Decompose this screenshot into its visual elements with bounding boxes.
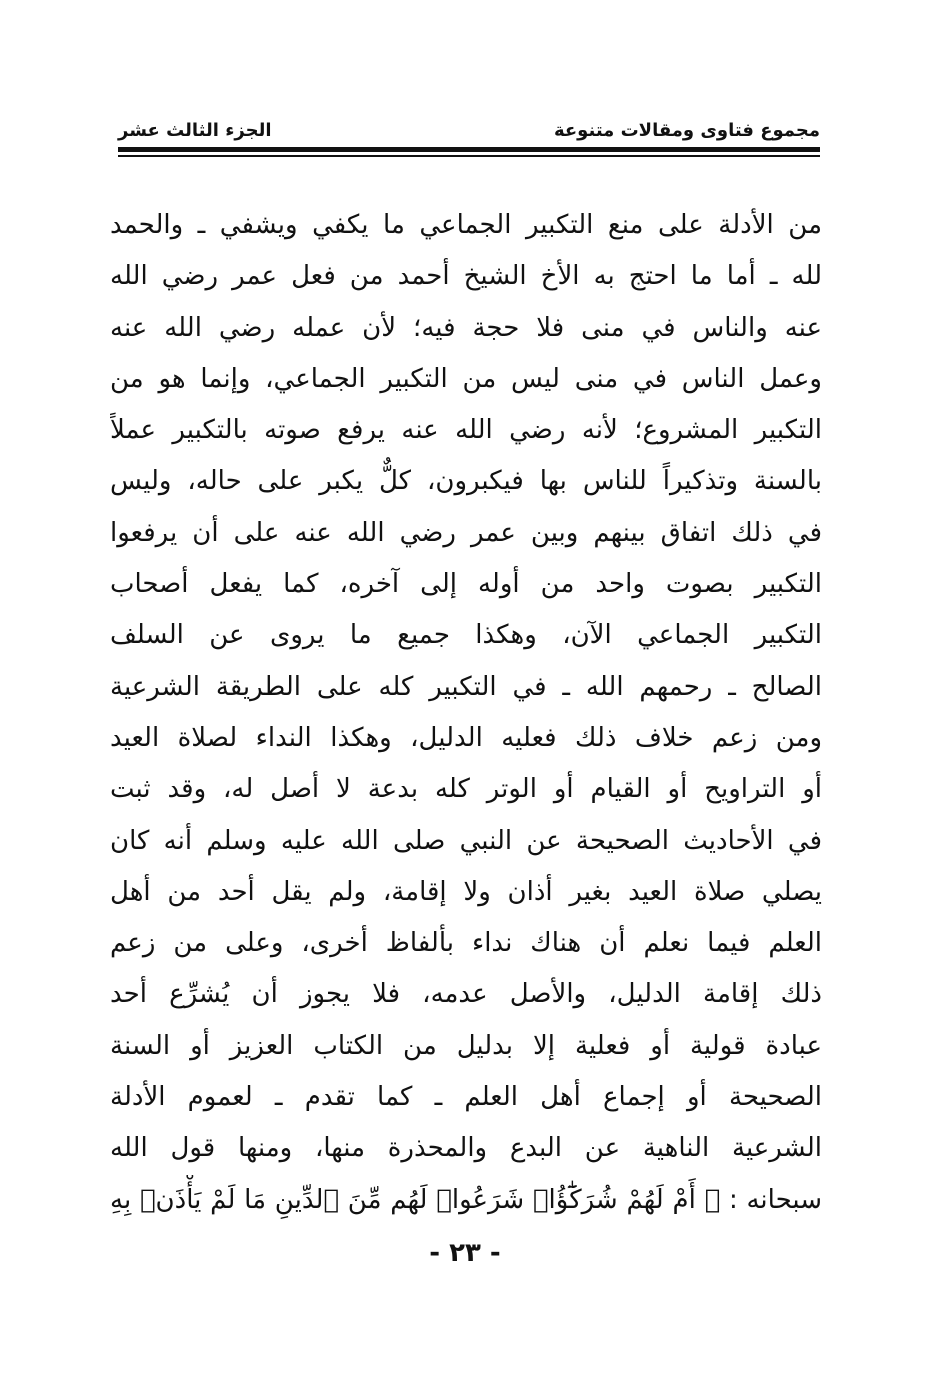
header-rule-thick <box>118 147 820 152</box>
text-line: العلم فيما نعلم أن هناك نداء بألفاظ أخرى، وعلى من زعم <box>110 928 822 959</box>
text-line: عبادة قولية أو فعلية إلا بدليل من الكتاب العزيز أو السنة <box>110 1030 822 1061</box>
text-line: في الأحاديث الصحيحة عن النبي صلى الله عليه وسلم أنه كان <box>110 825 822 856</box>
quran-verse-line: سبحانه : ﴿ أَمْ لَهُمْ شُرَكَٰٓؤُا۟ شَرَعُوا۟ لَهُم مِّنَ ٱلدِّينِ مَا لَمْ يَأْذَنۢ بِهِ <box>110 1184 822 1215</box>
text-line: عنه والناس في منى فلا حجة فيه؛ لأن عمله رضي الله عنه <box>110 312 822 343</box>
text-line: أو التراويح أو القيام أو الوتر كله بدعة لا أصل له، وقد ثبت <box>110 774 822 805</box>
text-line: ذلك إقامة الدليل، والأصل عدمه، فلا يجوز أن يُشرِّع أحد <box>110 979 822 1010</box>
text-line: الشرعية الناهية عن البدع والمحذرة منها، ومنها قول الله <box>110 1133 822 1164</box>
text-line: وعمل الناس في منى ليس من التكبير الجماعي، وإنما هو من <box>110 363 822 394</box>
book-title: مجموع فتاوى ومقالات متنوعة <box>553 119 820 141</box>
text-line: ومن زعم خلاف ذلك فعليه الدليل، وهكذا النداء لصلاة العيد <box>110 722 822 753</box>
body-text <box>110 200 822 1226</box>
text-line: الصالح ـ رحمهم الله ـ في التكبير كله على الطريقة الشرعية <box>110 671 822 702</box>
text-line: بالسنة وتذكيراً للناس بها فيكبرون، كلٌّ يكبر على حاله، وليس <box>110 466 822 497</box>
header-rule-thin <box>118 155 820 157</box>
text-line: التكبير بصوت واحد من أوله إلى آخره، كما يفعل أصحاب <box>110 569 822 600</box>
text-line: التكبير الجماعي الآن، وهكذا جميع ما يروى عن السلف <box>110 620 822 651</box>
running-header <box>118 116 820 144</box>
text-line: لله ـ أما ما احتج به الأخ الشيخ أحمد من فعل عمر رضي الله <box>110 261 822 292</box>
text-line: الصحيحة أو إجماع أهل العلم ـ كما تقدم ـ لعموم الأدلة <box>110 1082 822 1113</box>
text-line: التكبير المشروع؛ لأنه رضي الله عنه يرفع صوته بالتكبير عملاً <box>110 415 822 446</box>
text-line: في ذلك اتفاق بينهم وبين عمر رضي الله عنه على أن يرفعوا <box>110 517 822 548</box>
page-number: - ٢٣ - <box>429 1238 501 1268</box>
text-line: يصلي صلاة العيد بغير أذان ولا إقامة، ولم يقل أحد من أهل <box>110 876 822 907</box>
volume-label: الجزء الثالث عشر <box>118 119 272 141</box>
text-line: من الأدلة على منع التكبير الجماعي ما يكفي ويشفي ـ والحمد <box>110 210 822 240</box>
